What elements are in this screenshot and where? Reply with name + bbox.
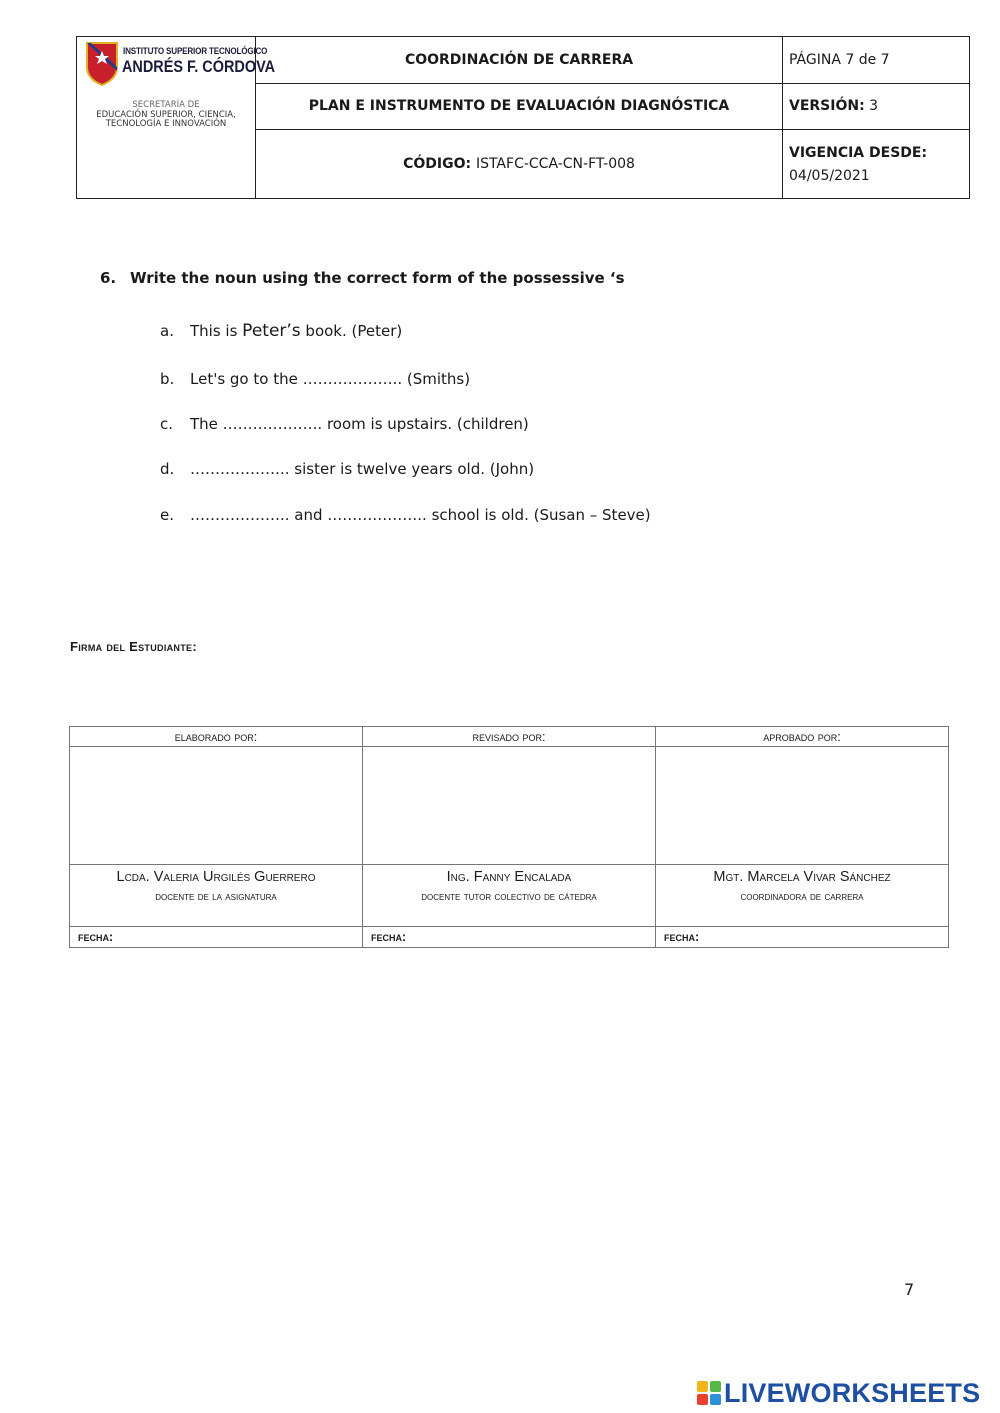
signature-space-elaborado: [70, 747, 363, 865]
liveworksheets-watermark[interactable]: [697, 1378, 980, 1408]
signature-space-aprobado: [656, 747, 949, 865]
logo-square-2: [710, 1381, 721, 1392]
question-number: 6.: [100, 269, 117, 287]
fecha-aprobado: fecha:: [656, 927, 949, 948]
header-elaborado: elaborado por:: [70, 727, 363, 747]
signer-name: Ing. Fanny Encalada: [446, 869, 572, 885]
header-revisado: revisado por:: [363, 727, 656, 747]
fecha-elaborado: fecha:: [70, 927, 363, 948]
secretaria-line2: EDUCACIÓN SUPERIOR, CIENCIA,: [96, 110, 236, 120]
institute-name-line1: INSTITUTO SUPERIOR TECNOLÓGICO: [123, 46, 268, 56]
signer-elaborado: [70, 865, 363, 927]
fecha-revisado: fecha:: [363, 927, 656, 948]
institute-name-line2: ANDRÉS F. CÓRDOVA: [122, 57, 276, 76]
signer-name: Lcda. Valeria Urgilés Guerrero: [116, 869, 316, 885]
approval-signature-table: [69, 726, 949, 948]
question-item-a: [160, 321, 402, 341]
institution-logo: [77, 37, 276, 198]
vigencia-cell: [783, 129, 970, 198]
item-letter: d.: [160, 460, 175, 478]
signer-role: docente tutor colectivo de cátedra: [421, 889, 597, 903]
page-number: 7: [904, 1280, 915, 1299]
question-item-e: [160, 506, 651, 524]
item-text: ……………….. and ……………….. school is old. (Susan – Steve): [190, 506, 651, 524]
shield-icon: [85, 41, 119, 87]
item-letter: a.: [160, 322, 174, 340]
vigencia-label: VIGENCIA DESDE:: [789, 144, 928, 161]
codigo-label: CÓDIGO:: [403, 155, 472, 172]
secretaria-line3: TECNOLOGÍA E INNOVACIÓN: [105, 119, 227, 129]
signer-aprobado: [656, 865, 949, 927]
student-signature-label: Firma del Estudiante:: [70, 639, 197, 654]
secretaria-line1: SECRETARÍA DE: [132, 100, 200, 110]
item-text: The ……………….. room is upstairs. (children): [190, 415, 529, 433]
item-letter: b.: [160, 370, 175, 388]
logo-square-3: [697, 1394, 708, 1405]
liveworksheets-logo-icon: [697, 1381, 721, 1405]
logo-cell: [77, 37, 276, 199]
codigo-cell: [256, 129, 783, 198]
version-value: 3: [869, 98, 879, 115]
plan-title: PLAN E INSTRUMENTO DE EVALUACIÓN DIAGNÓSTICA: [256, 84, 783, 129]
logo-square-4: [710, 1394, 721, 1405]
signature-space-revisado: [363, 747, 656, 865]
coordinacion-title: COORDINACIÓN DE CARRERA: [256, 37, 783, 84]
item-letter: c.: [160, 415, 174, 433]
question-item-b: [160, 370, 470, 388]
question-text: Write the noun using the correct form of the possessive ‘s: [130, 269, 625, 287]
item-text: ……………….. sister is twelve years old. (John): [190, 460, 535, 478]
vigencia-value: 04/05/2021: [789, 167, 870, 184]
logo-square-1: [697, 1381, 708, 1392]
question-item-c: [160, 415, 529, 433]
item-text-pre: This is: [190, 322, 243, 340]
version-cell: [783, 84, 970, 129]
item-text-post: book. (Peter): [300, 322, 403, 340]
codigo-value: ISTAFC-CCA-CN-FT-008: [475, 155, 635, 172]
signer-role: docente de la asignatura: [155, 889, 277, 903]
signer-name: Mgt. Marcela Vivar Sánchez: [713, 869, 891, 885]
liveworksheets-text: LIVEWORKSHEETS: [724, 1377, 981, 1408]
page-indicator: PÁGINA 7 de 7: [783, 37, 970, 84]
question-item-d: [160, 460, 534, 478]
document-header-table: [76, 36, 970, 199]
item-letter: e.: [160, 506, 174, 524]
version-label: VERSIÓN:: [789, 98, 865, 115]
signer-revisado: [363, 865, 656, 927]
item-text: Let's go to the ……………….. (Smiths): [190, 370, 471, 388]
item-answer: Peter’s: [242, 321, 301, 341]
question-title: [100, 269, 625, 287]
header-aprobado: aprobado por:: [656, 727, 949, 747]
signer-role: coordinadora de carrera: [740, 889, 864, 903]
